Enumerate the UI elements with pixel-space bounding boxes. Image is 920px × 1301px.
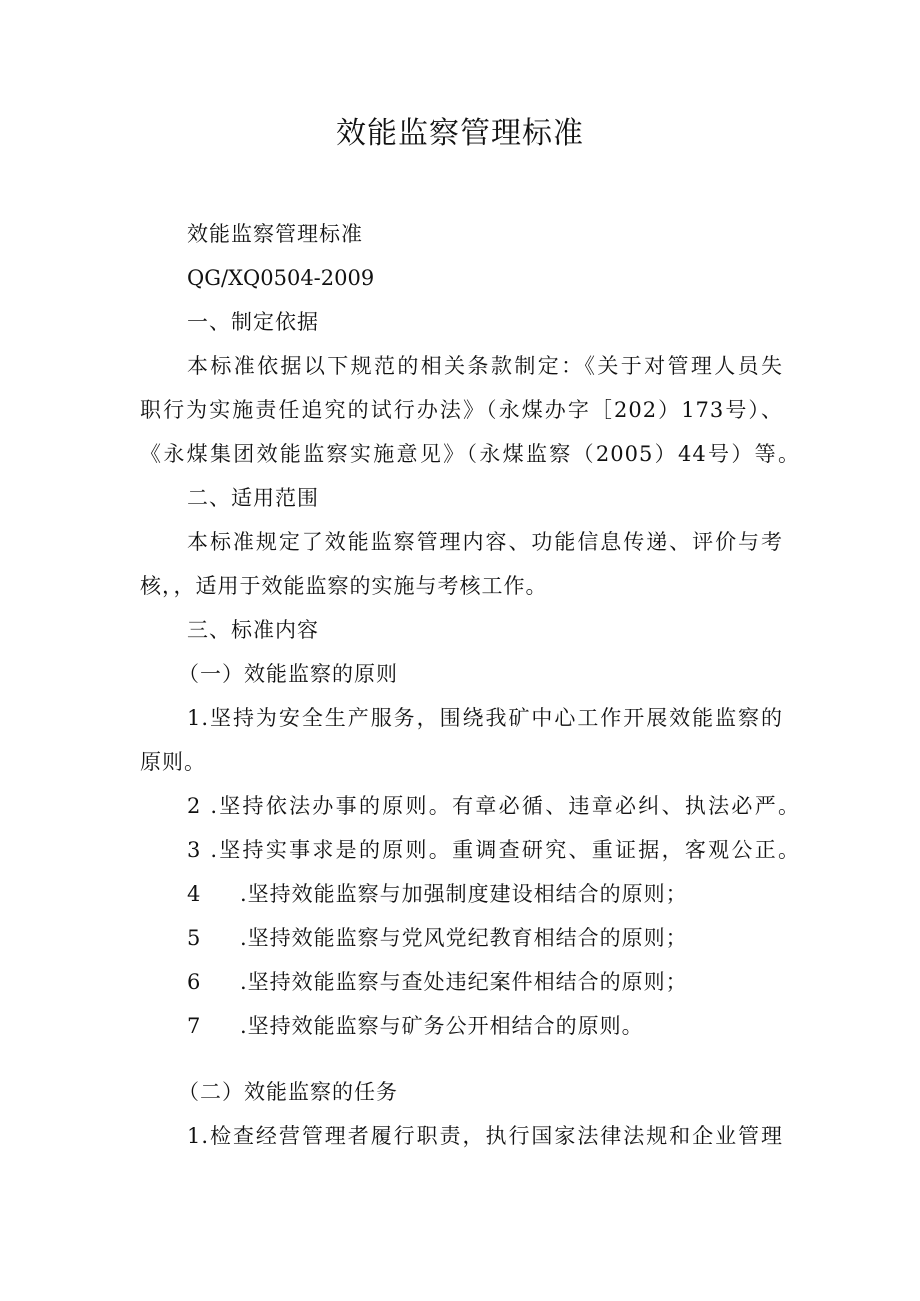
subsection-heading-tasks: （二）效能监察的任务 — [178, 1080, 398, 1104]
basis-paragraph-line: 职行为实施责任追究的试行办法》（永煤办字［202）173号）、 — [140, 398, 783, 422]
principle-item: .坚持效能监察与党风党纪教育相结合的原则； — [240, 926, 688, 950]
document-title: 效能监察管理标准 — [336, 116, 584, 151]
section-heading-content: 三、标准内容 — [187, 618, 319, 642]
principle-item-number: 5 — [187, 926, 202, 950]
basis-paragraph-line: 《永煤集团效能监察实施意见》（永煤监察（2005）44号）等。 — [140, 442, 800, 466]
document-subtitle: 效能监察管理标准 — [187, 222, 363, 246]
task-item: 1.检查经营管理者履行职责，执行国家法律法规和企业管理 — [187, 1124, 783, 1148]
principle-item-number: 4 — [187, 882, 202, 906]
principle-item: 1.坚持为安全生产服务，围绕我矿中心工作开展效能监察的 — [187, 706, 783, 730]
principle-item: .坚持效能监察与查处违纪案件相结合的原则； — [240, 970, 688, 994]
basis-paragraph-line: 本标准依据以下规范的相关条款制定：《关于对管理人员失 — [187, 354, 783, 378]
principle-item-number: 7 — [187, 1014, 202, 1038]
document-code: QG/XQ0504-2009 — [187, 266, 375, 290]
principle-item-continuation: 原则。 — [140, 750, 206, 774]
section-heading-scope: 二、适用范围 — [187, 486, 319, 510]
principle-item: .坚持效能监察与矿务公开相结合的原则。 — [240, 1014, 644, 1038]
principle-item: 2 .坚持依法办事的原则。有章必循、违章必纠、执法必严。 — [187, 794, 800, 818]
subsection-heading-principles: （一）效能监察的原则 — [178, 662, 398, 686]
principle-item: .坚持效能监察与加强制度建设相结合的原则； — [240, 882, 688, 906]
scope-paragraph-line: 核，，适用于效能监察的实施与考核工作。 — [140, 574, 548, 598]
principle-item-number: 6 — [187, 970, 202, 994]
scope-paragraph-line: 本标准规定了效能监察管理内容、功能信息传递、评价与考 — [187, 530, 783, 554]
section-heading-basis: 一、制定依据 — [187, 310, 319, 334]
principle-item: 3 .坚持实事求是的原则。重调查研究、重证据，客观公正。 — [187, 838, 800, 862]
